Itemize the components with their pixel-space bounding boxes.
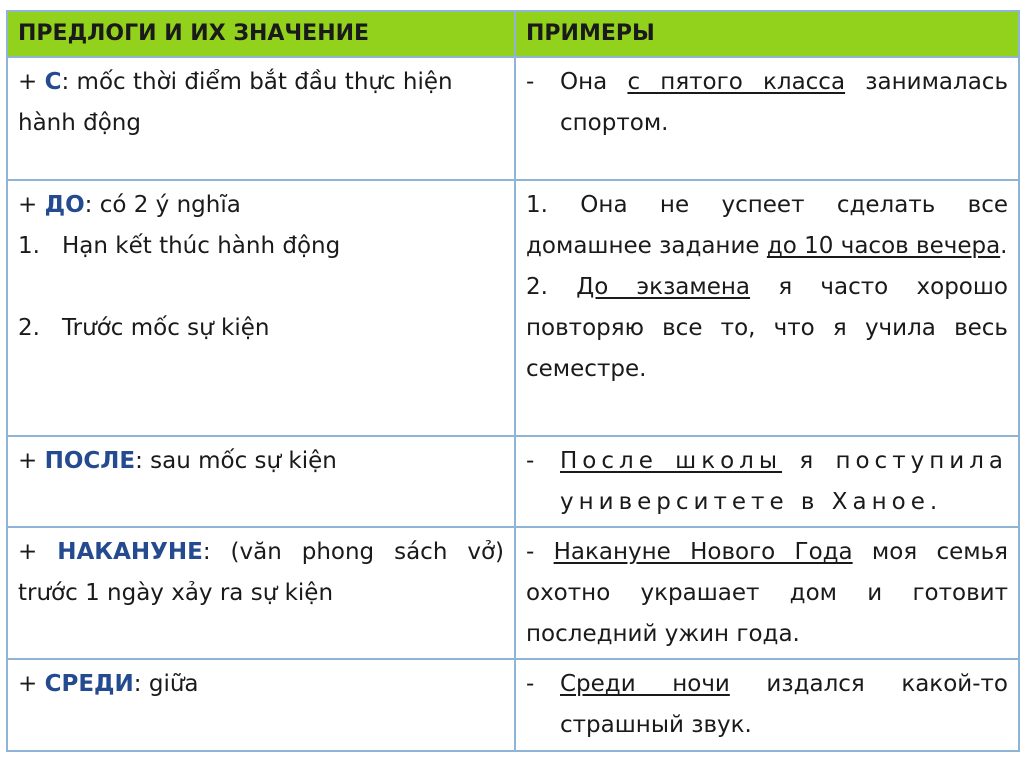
table-row [7, 527, 1019, 659]
preposition-cell [7, 527, 515, 659]
example-text: Она с пятого класса занималась спортом. [560, 69, 1009, 136]
preposition-meaning: : sau mốc sự kiện [135, 448, 337, 474]
table-row [7, 57, 1019, 180]
header-examples: ПРИМЕРЫ [515, 11, 1019, 57]
meaning-list-item: 2. Trước mốc sự kiện [18, 315, 270, 341]
preposition-keyword: СРЕДИ [44, 671, 134, 697]
preposition-meaning: : có 2 ý nghĩa [84, 192, 241, 218]
example-underlined: Среди ночи [560, 671, 730, 697]
example-underlined: До экзамена [576, 274, 751, 300]
example-cell [515, 436, 1019, 527]
example-underlined: до 10 часов вечера [766, 233, 1001, 259]
table-row [7, 436, 1019, 527]
example-text: Среди ночи издался какой-то страшный звук. [560, 671, 1008, 738]
dash-marker: - [526, 671, 535, 697]
example-underlined: После школы [560, 448, 783, 474]
preposition-keyword: ДО [44, 192, 85, 218]
preposition-keyword: ПОСЛЕ [44, 448, 136, 474]
plus-marker: + [18, 671, 38, 697]
preposition-cell [7, 180, 515, 436]
document-page [6, 10, 1018, 752]
example-text: После школы я поступила университете в Ханое. [560, 448, 1008, 515]
table-row [7, 180, 1019, 436]
example-text: - Накануне Нового Года моя семья охотно украшает дом и готовит последний ужин года. [526, 539, 1009, 647]
plus-marker: + [18, 539, 38, 565]
table-row [7, 659, 1019, 751]
preposition-cell [7, 659, 515, 751]
preposition-meaning: : giữa [133, 671, 199, 697]
plus-marker: + [18, 448, 38, 474]
example-cell [515, 57, 1019, 180]
preposition-meaning: : (văn phong sách vở) trước 1 ngày xảy ra sự kiện [18, 539, 504, 606]
preposition-meaning: : mốc thời điểm bắt đầu thực hiện hành động [18, 69, 453, 136]
example-cell [515, 659, 1019, 751]
preposition-cell [7, 57, 515, 180]
preposition-keyword: НАКАНУНЕ [57, 539, 203, 565]
prepositions-table [6, 10, 1020, 752]
preposition-cell [7, 436, 515, 527]
header-prepositions: ПРЕДЛОГИ И ИХ ЗНАЧЕНИЕ [7, 11, 515, 57]
dash-marker: - [526, 69, 535, 95]
meaning-list-item: 1. Hạn kết thúc hành động [18, 233, 341, 259]
example-cell [515, 180, 1019, 436]
example-cell [515, 527, 1019, 659]
preposition-keyword: С [44, 69, 62, 95]
dash-marker: - [526, 448, 535, 474]
example-text: 1. Она не успеет сделать все домашнее задание до 10 часов вечера. [526, 192, 1008, 259]
table-header-row [7, 11, 1019, 57]
plus-marker: + [18, 69, 38, 95]
example-text: 2. До экзамена я часто хорошо повторяю все то, что я учила весь семестре. [526, 274, 1008, 382]
example-underlined: Накануне Нового Года [553, 539, 853, 565]
plus-marker: + [18, 192, 38, 218]
example-underlined: с пятого класса [627, 69, 846, 95]
